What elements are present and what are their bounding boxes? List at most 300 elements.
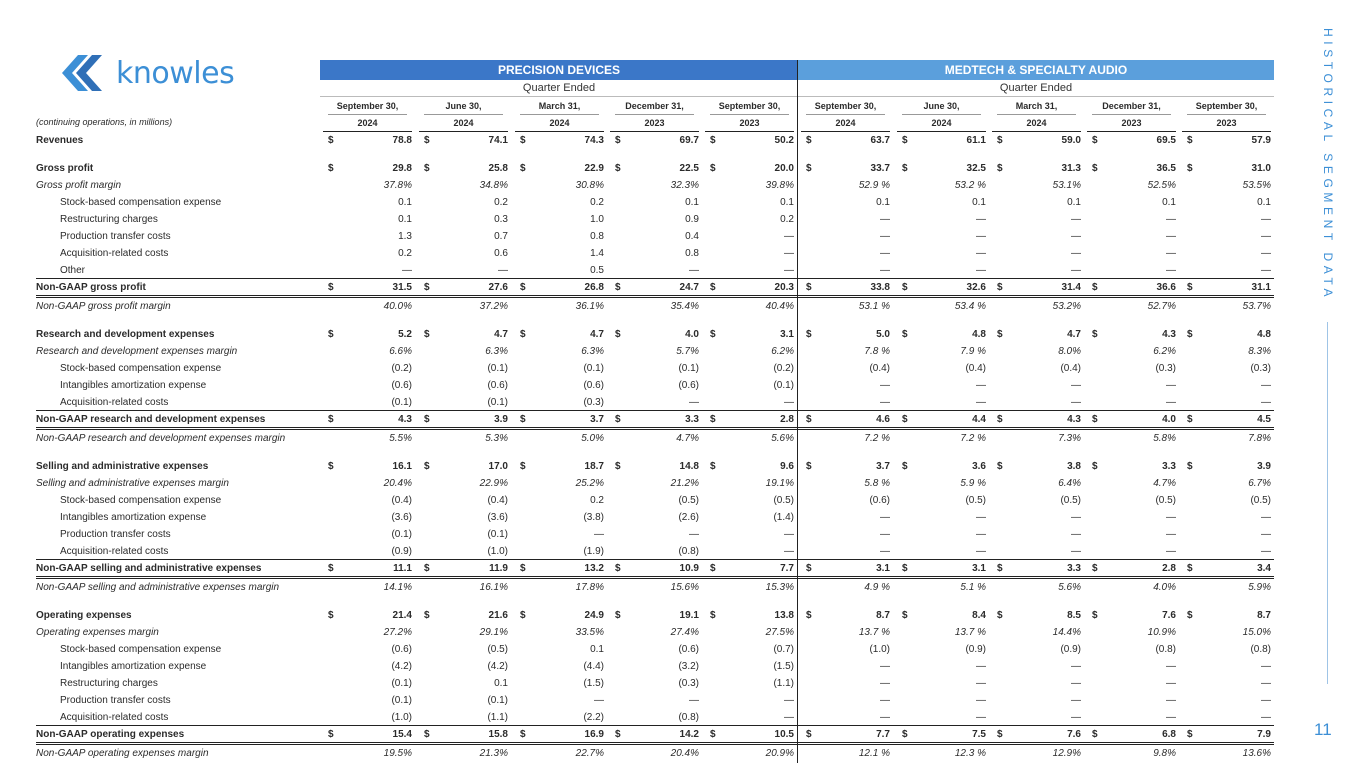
table-cell: 0.1 [972,197,986,208]
table-cell: 5.7% [676,346,699,357]
table-cell: (2.2) [583,712,604,723]
table-row [36,745,1274,762]
currency-symbol: $ [1187,610,1193,621]
table-cell: — [880,529,890,540]
currency-symbol: $ [328,610,334,621]
currency-symbol: $ [710,414,716,425]
table-cell: — [784,695,794,706]
table-row [36,641,1274,658]
table-cell: — [880,380,890,391]
currency-symbol: $ [710,282,716,293]
table-cell: — [1166,397,1176,408]
segment-header-medtech: MEDTECH & SPECIALTY AUDIO [798,60,1274,80]
column-header-year: 2023 [644,118,665,128]
table-cell: 31.1 [1251,282,1271,293]
table-cell: (0.1) [391,678,412,689]
column-header-rule [710,114,789,115]
table-row [36,377,1274,394]
currency-symbol: $ [328,282,334,293]
table-cell: — [880,661,890,672]
table-cell: — [1166,529,1176,540]
column-header-year: 2023 [739,118,760,128]
segment-divider [797,60,798,763]
row-label: Stock-based compensation expense [60,495,222,506]
currency-symbol: $ [997,563,1003,574]
table-cell: 16.1% [479,582,508,593]
table-cell: 31.3 [1061,163,1081,174]
row-label: Selling and administrative expenses margin [36,478,229,489]
table-cell: 14.8 [679,461,699,472]
table-cell: — [1166,380,1176,391]
table-cell: 3.4 [1257,563,1271,574]
table-cell: 0.2 [590,495,604,506]
table-cell: 8.0% [1058,346,1081,357]
table-row [36,262,1274,279]
row-label: Intangibles amortization expense [60,661,207,672]
table-cell: — [976,546,986,557]
currency-symbol: $ [328,461,334,472]
table-cell: — [784,712,794,723]
table-cell: (0.1) [487,695,508,706]
currency-symbol: $ [710,461,716,472]
table-cell: 22.5 [679,163,699,174]
table-cell: (0.5) [678,495,699,506]
currency-symbol: $ [328,563,334,574]
row-label: Non-GAAP operating expenses margin [36,748,209,759]
table-cell: (0.8) [678,546,699,557]
table-cell: 32.5 [966,163,986,174]
table-cell: 7.8 % [864,346,890,357]
row-label: Non-GAAP selling and administrative expenses margin [36,582,280,593]
currency-symbol: $ [1092,729,1098,740]
table-cell: (4.4) [583,661,604,672]
table-cell: (0.7) [773,644,794,655]
currency-symbol: $ [806,282,812,293]
table-cell: (0.4) [965,363,986,374]
currency-symbol: $ [424,163,430,174]
column-header-month: September 30, [718,101,781,111]
table-cell: 4.7% [1153,478,1176,489]
table-cell: (1.1) [773,678,794,689]
table-cell: (0.3) [678,678,699,689]
table-cell: 6.3% [485,346,508,357]
table-row [36,194,1274,211]
row-label: Gross profit margin [36,180,122,191]
currency-symbol: $ [902,282,908,293]
table-cell: 50.2 [774,135,794,146]
table-cell: (0.8) [1155,644,1176,655]
column-header-month: June 30, [445,101,482,111]
table-cell: (0.3) [1250,363,1271,374]
currency-symbol: $ [1187,329,1193,340]
table-cell: 1.3 [398,231,412,242]
column-header-year: 2024 [931,118,952,128]
table-cell: 6.3% [581,346,604,357]
currency-symbol: $ [424,414,430,425]
column-header-month: December 31, [1102,101,1161,111]
table-cell: 1.4 [590,248,604,259]
table-cell: (3.6) [487,512,508,523]
table-cell: 5.3% [485,433,508,444]
table-cell: — [1166,695,1176,706]
table-cell: 4.7% [676,433,699,444]
table-cell: — [594,529,604,540]
currency-symbol: $ [1092,329,1098,340]
currency-symbol: $ [1092,414,1098,425]
table-cell: — [880,214,890,225]
currency-symbol: $ [424,563,430,574]
table-cell: 4.7 [590,329,604,340]
table-cell: — [976,712,986,723]
table-cell: 30.8% [575,180,604,191]
row-label: Production transfer costs [60,231,171,242]
table-cell: 7.2 % [864,433,890,444]
table-cell: 21.2% [670,478,699,489]
table-cell: 4.0 [685,329,699,340]
page-number: 11 [1314,720,1332,739]
table-cell: 20.3 [774,282,794,293]
table-cell: 32.3% [670,180,699,191]
column-header-rule [424,114,503,115]
currency-symbol: $ [424,729,430,740]
table-cell: 8.7 [876,610,890,621]
table-cell: 53.7% [1242,301,1271,312]
table-cell: — [1071,529,1081,540]
column-header-year: 2024 [1026,118,1047,128]
table-row [36,298,1274,315]
table-cell: — [1071,712,1081,723]
table-cell: 74.3 [584,135,604,146]
currency-symbol: $ [615,135,621,146]
table-cell: — [1261,265,1271,276]
table-cell: 5.8% [1153,433,1176,444]
table-cell: 63.7 [870,135,890,146]
table-cell: — [1071,380,1081,391]
table-cell: 13.2 [584,563,604,574]
table-cell: 69.7 [679,135,699,146]
table-cell: 6.6% [389,346,412,357]
table-cell: 4.6 [876,414,890,425]
table-cell: 9.8% [1153,748,1176,759]
table-cell: — [976,695,986,706]
table-cell: 31.4 [1061,282,1081,293]
side-title: HISTORICAL SEGMENT DATA [1321,28,1335,302]
column-header-month: September 30, [336,101,399,111]
table-row [36,360,1274,377]
table-cell: 2.8 [1162,563,1176,574]
table-row [36,132,1274,149]
knowles-logo-icon [62,53,108,93]
table-cell: 8.3% [1248,346,1271,357]
table-cell: 19.1% [765,478,794,489]
row-label: Selling and administrative expenses [36,461,209,472]
table-cell: (0.1) [391,397,412,408]
units-note: (continuing operations, in millions) [36,117,173,127]
table-cell: — [784,248,794,259]
row-label: Acquisition-related costs [60,712,169,723]
table-cell: (0.1) [487,397,508,408]
table-cell: (0.1) [487,529,508,540]
currency-symbol: $ [615,282,621,293]
table-cell: — [1071,512,1081,523]
table-row [36,160,1274,177]
table-cell: — [976,214,986,225]
table-row [36,211,1274,228]
table-cell: — [1071,265,1081,276]
table-cell: (0.1) [391,695,412,706]
table-cell: (0.6) [869,495,890,506]
table-cell: 29.8 [392,163,412,174]
table-cell: (0.6) [487,380,508,391]
table-row [36,526,1274,543]
table-cell: (0.9) [965,644,986,655]
table-cell: 27.5% [765,627,794,638]
currency-symbol: $ [424,461,430,472]
row-label: Operating expenses [36,610,132,621]
currency-symbol: $ [997,163,1003,174]
currency-symbol: $ [710,563,716,574]
table-cell: 0.7 [494,231,508,242]
table-row [36,343,1274,360]
table-row [36,675,1274,692]
table-cell: (4.2) [391,661,412,672]
table-cell: 5.8 % [864,478,890,489]
table-cell: 7.7 [780,563,794,574]
table-cell: (0.8) [678,712,699,723]
table-cell: 33.8 [870,282,890,293]
table-row [36,560,1274,577]
column-header-rule [520,114,599,115]
currency-symbol: $ [902,610,908,621]
table-cell: (0.4) [869,363,890,374]
currency-symbol: $ [1187,282,1193,293]
table-row [36,475,1274,492]
table-row [36,509,1274,526]
column-header-year: 2024 [549,118,570,128]
table-cell: 61.1 [966,135,986,146]
currency-symbol: $ [902,729,908,740]
table-cell: 34.8% [479,180,508,191]
table-cell: — [1261,712,1271,723]
table-cell: 69.5 [1156,135,1176,146]
table-row [36,177,1274,194]
table-cell: 35.4% [670,301,699,312]
currency-symbol: $ [1092,563,1098,574]
row-label: Restructuring charges [60,214,158,225]
table-cell: 0.1 [1257,197,1271,208]
table-cell: — [1261,661,1271,672]
column-header-rule [328,114,407,115]
table-cell: 27.6 [488,282,508,293]
table-cell: (0.5) [1060,495,1081,506]
table-cell: 0.4 [685,231,699,242]
table-cell: 7.3% [1058,433,1081,444]
table-cell: 14.4% [1052,627,1081,638]
table-cell: — [402,265,412,276]
table-cell: — [784,231,794,242]
table-cell: — [1261,695,1271,706]
table-cell: 36.1% [575,301,604,312]
table-cell: 37.8% [383,180,412,191]
table-cell: 33.7 [870,163,890,174]
table-cell: 10.5 [774,729,794,740]
table-cell: 4.4 [972,414,986,425]
table-cell: 4.9 % [864,582,890,593]
table-cell: 21.4 [392,610,412,621]
table-cell: 15.8 [488,729,508,740]
table-cell: (0.6) [583,380,604,391]
row-label: Restructuring charges [60,678,158,689]
table-cell: 0.2 [590,197,604,208]
table-cell: 13.7 % [858,627,890,638]
row-label: Stock-based compensation expense [60,644,222,655]
column-header-month: September 30, [814,101,877,111]
table-cell: 17.0 [488,461,508,472]
table-cell: (0.1) [583,363,604,374]
row-label: Non-GAAP operating expenses [36,729,185,740]
table-cell: — [1071,248,1081,259]
table-cell: 5.1 % [960,582,986,593]
currency-symbol: $ [520,282,526,293]
table-cell: — [976,248,986,259]
column-header-rule [615,114,694,115]
table-cell: 4.3 [1162,329,1176,340]
side-rule [1327,322,1328,684]
table-cell: — [976,529,986,540]
table-cell: — [784,397,794,408]
table-cell: 5.6% [1058,582,1081,593]
table-cell: 13.7 % [954,627,986,638]
table-cell: 4.8 [1257,329,1271,340]
table-cell: (1.0) [487,546,508,557]
currency-symbol: $ [806,163,812,174]
table-cell: 0.6 [494,248,508,259]
table-cell: (2.6) [678,512,699,523]
table-cell: 53.4 % [954,301,986,312]
section-gap [36,149,1274,160]
table-cell: 20.4% [383,478,412,489]
table-cell: — [880,231,890,242]
table-cell: 27.4% [670,627,699,638]
table-cell: (0.1) [773,380,794,391]
currency-symbol: $ [615,414,621,425]
column-header-month: December 31, [625,101,684,111]
table-cell: — [1166,265,1176,276]
table-cell: 16.9 [584,729,604,740]
currency-symbol: $ [710,729,716,740]
table-cell: 7.8% [1248,433,1271,444]
table-cell: 21.3% [479,748,508,759]
table-row [36,411,1274,428]
currency-symbol: $ [1092,163,1098,174]
table-cell: 22.9 [584,163,604,174]
table-cell: 5.0% [581,433,604,444]
table-cell: — [1261,248,1271,259]
table-row [36,624,1274,641]
table-cell: 4.0 [1162,414,1176,425]
table-cell: 4.7 [1067,329,1081,340]
currency-symbol: $ [520,461,526,472]
table-cell: 40.4% [765,301,794,312]
table-cell: — [1071,214,1081,225]
currency-symbol: $ [1187,729,1193,740]
table-cell: 3.8 [1067,461,1081,472]
period-label-precision-devices: Quarter Ended [320,80,798,97]
table-cell: (0.6) [391,644,412,655]
table-cell: (0.5) [1155,495,1176,506]
table-cell: 78.8 [392,135,412,146]
table-cell: 29.1% [479,627,508,638]
row-label: Intangibles amortization expense [60,512,207,523]
column-header-rule [902,114,981,115]
table-cell: 7.2 % [960,433,986,444]
table-cell: 15.4 [392,729,412,740]
table-cell: 53.2 % [954,180,986,191]
table-cell: 26.8 [584,282,604,293]
table-cell: — [1071,546,1081,557]
currency-symbol: $ [424,282,430,293]
table-cell: 52.7% [1147,301,1176,312]
table-cell: — [1166,512,1176,523]
table-cell: — [976,265,986,276]
row-label: Gross profit [36,163,94,174]
table-cell: 8.5 [1067,610,1081,621]
table-row [36,726,1274,743]
currency-symbol: $ [806,414,812,425]
table-cell: 8.7 [1257,610,1271,621]
table-cell: 5.9% [1248,582,1271,593]
table-cell: (0.5) [1250,495,1271,506]
table-cell: — [594,695,604,706]
currency-symbol: $ [997,729,1003,740]
table-cell: (3.2) [678,661,699,672]
table-cell: 0.5 [590,265,604,276]
table-cell: 0.8 [685,248,699,259]
row-label: Non-GAAP gross profit margin [36,301,171,312]
row-label: Acquisition-related costs [60,546,169,557]
table-cell: — [976,397,986,408]
table-cell: 17.8% [575,582,604,593]
table-cell: (0.6) [678,644,699,655]
column-header-rule [1187,114,1266,115]
table-cell: 5.6% [771,433,794,444]
table-cell: 53.1% [1052,180,1081,191]
table-cell: — [976,661,986,672]
currency-symbol: $ [328,135,334,146]
table-cell: 7.7 [876,729,890,740]
table-cell: 9.6 [780,461,794,472]
table-cell: 4.3 [398,414,412,425]
table-cell: — [498,265,508,276]
currency-symbol: $ [997,282,1003,293]
row-label: Production transfer costs [60,529,171,540]
table-cell: 0.1 [398,197,412,208]
table-cell: 4.0% [1153,582,1176,593]
table-cell: — [976,678,986,689]
table-cell: 7.5 [972,729,986,740]
currency-symbol: $ [520,729,526,740]
table-cell: 7.6 [1162,610,1176,621]
table-cell: 59.0 [1061,135,1081,146]
table-cell: 4.3 [1067,414,1081,425]
table-cell: 27.2% [383,627,412,638]
table-cell: 3.3 [1162,461,1176,472]
currency-symbol: $ [1092,461,1098,472]
table-cell: 20.0 [774,163,794,174]
table-cell: — [784,546,794,557]
table-cell: (0.3) [1155,363,1176,374]
table-cell: 53.5% [1242,180,1271,191]
